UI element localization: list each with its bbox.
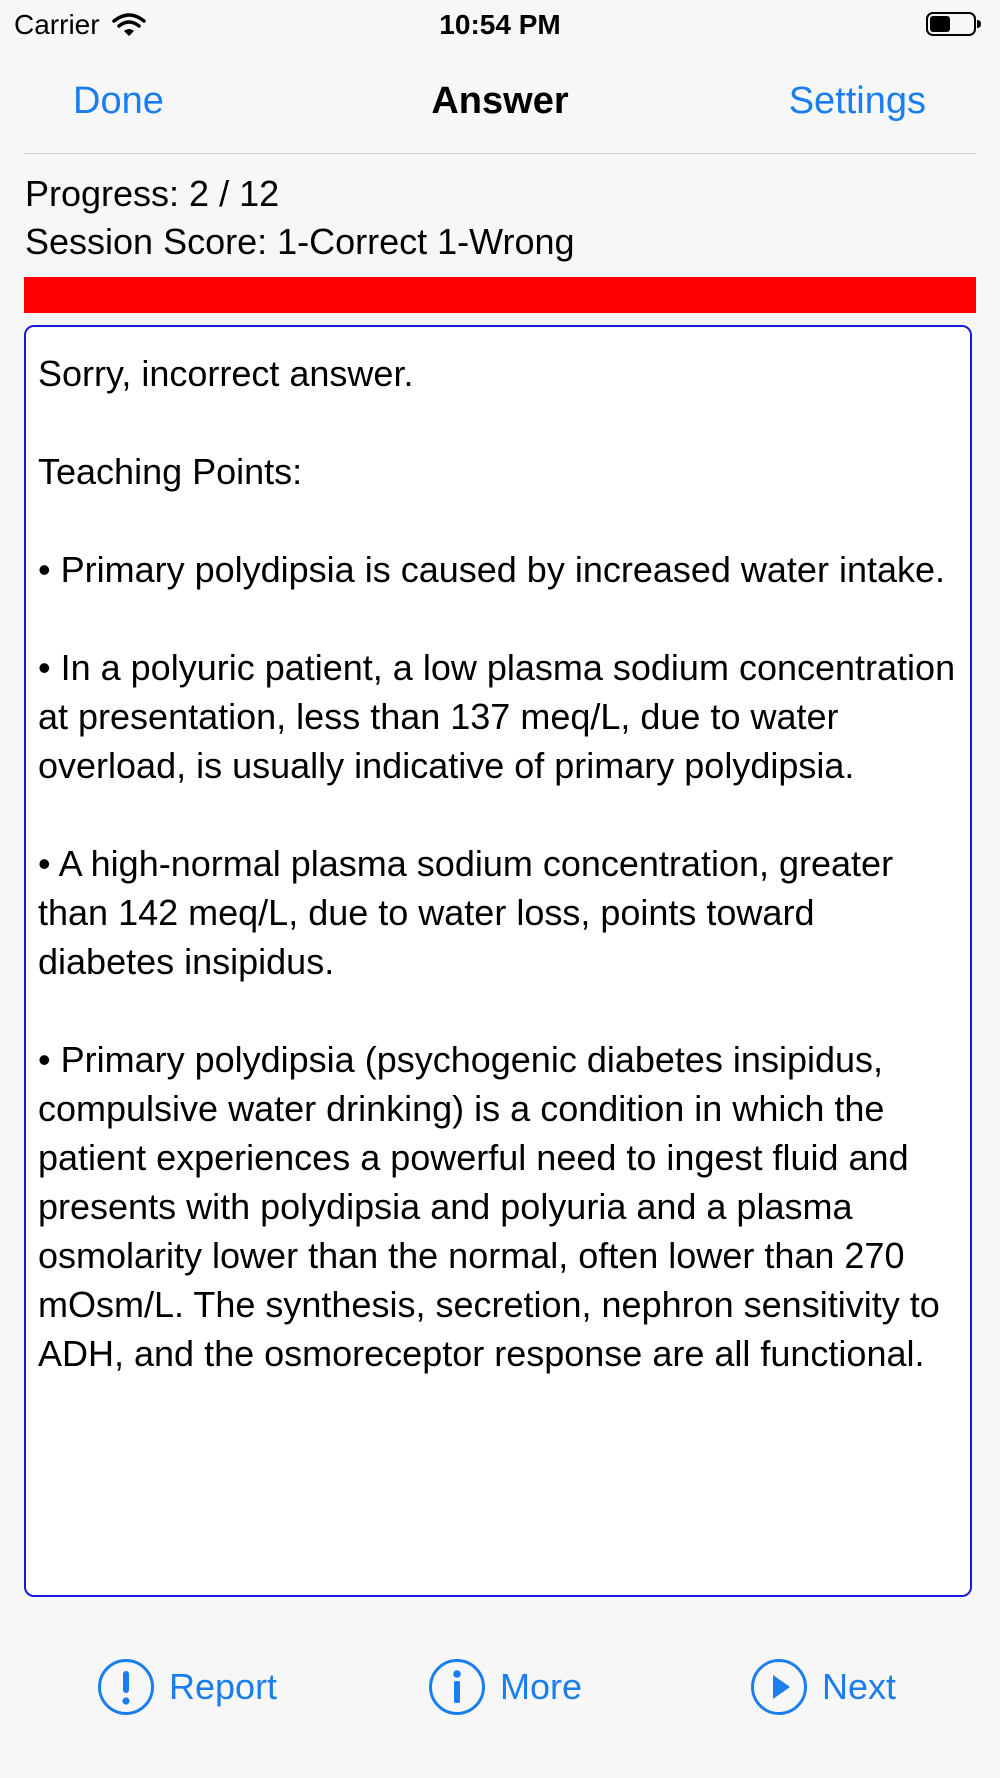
status-bar xyxy=(0,0,1000,50)
battery-icon xyxy=(926,12,982,36)
done-button[interactable]: Done xyxy=(73,80,164,122)
info-circle-icon xyxy=(428,1658,486,1716)
exclamation-circle-icon xyxy=(97,1658,155,1716)
carrier-label: Carrier xyxy=(14,9,100,40)
nav-divider xyxy=(24,153,976,154)
report-label: Report xyxy=(169,1666,278,1707)
report-button[interactable] xyxy=(97,1658,277,1716)
status-time: 10:54 PM xyxy=(439,9,561,40)
progress-label: Progress: 2 / 12 xyxy=(25,173,280,214)
teaching-point: • A high-normal plasma sodium concentration, greater than 142 meq/L, due to water loss, points toward diabetes insipidus. xyxy=(38,843,894,982)
teaching-point: • In a polyuric patient, a low plasma sodium concentration at presentation, less than 137 meq/L, due to water overload, is usually indicative of primary polydipsia. xyxy=(38,647,956,786)
score-bar xyxy=(24,277,976,313)
answer-text-view[interactable] xyxy=(24,325,972,1597)
next-label: Next xyxy=(822,1666,897,1707)
page-title: Answer xyxy=(431,80,569,122)
progress-section xyxy=(25,170,575,266)
teaching-point: • Primary polydipsia is caused by increased water intake. xyxy=(38,549,946,590)
next-button[interactable] xyxy=(750,1658,896,1716)
play-circle-icon xyxy=(750,1658,808,1716)
teaching-points-heading: Teaching Points: xyxy=(38,451,303,492)
settings-button[interactable]: Settings xyxy=(788,80,926,122)
more-button[interactable] xyxy=(428,1658,582,1716)
nav-bar xyxy=(0,50,1000,154)
teaching-point: • Primary polydipsia (psychogenic diabetes insipidus, compulsive water drinking) is a condition in which the patient experiences a powerful need to ingest fluid and presents with polydipsia and polyuria and a plasma osmolarity lower than the normal, often lower than 270 mOsm/L. The synthesis, secretion, nephron sensitivity to ADH, and the osmoreceptor response are all functional. xyxy=(38,1039,940,1374)
session-score-label: Session Score: 1-Correct 1-Wrong xyxy=(25,221,575,262)
answer-headline: Sorry, incorrect answer. xyxy=(38,353,414,394)
more-label: More xyxy=(500,1666,583,1707)
bottom-toolbar xyxy=(0,1640,1000,1730)
